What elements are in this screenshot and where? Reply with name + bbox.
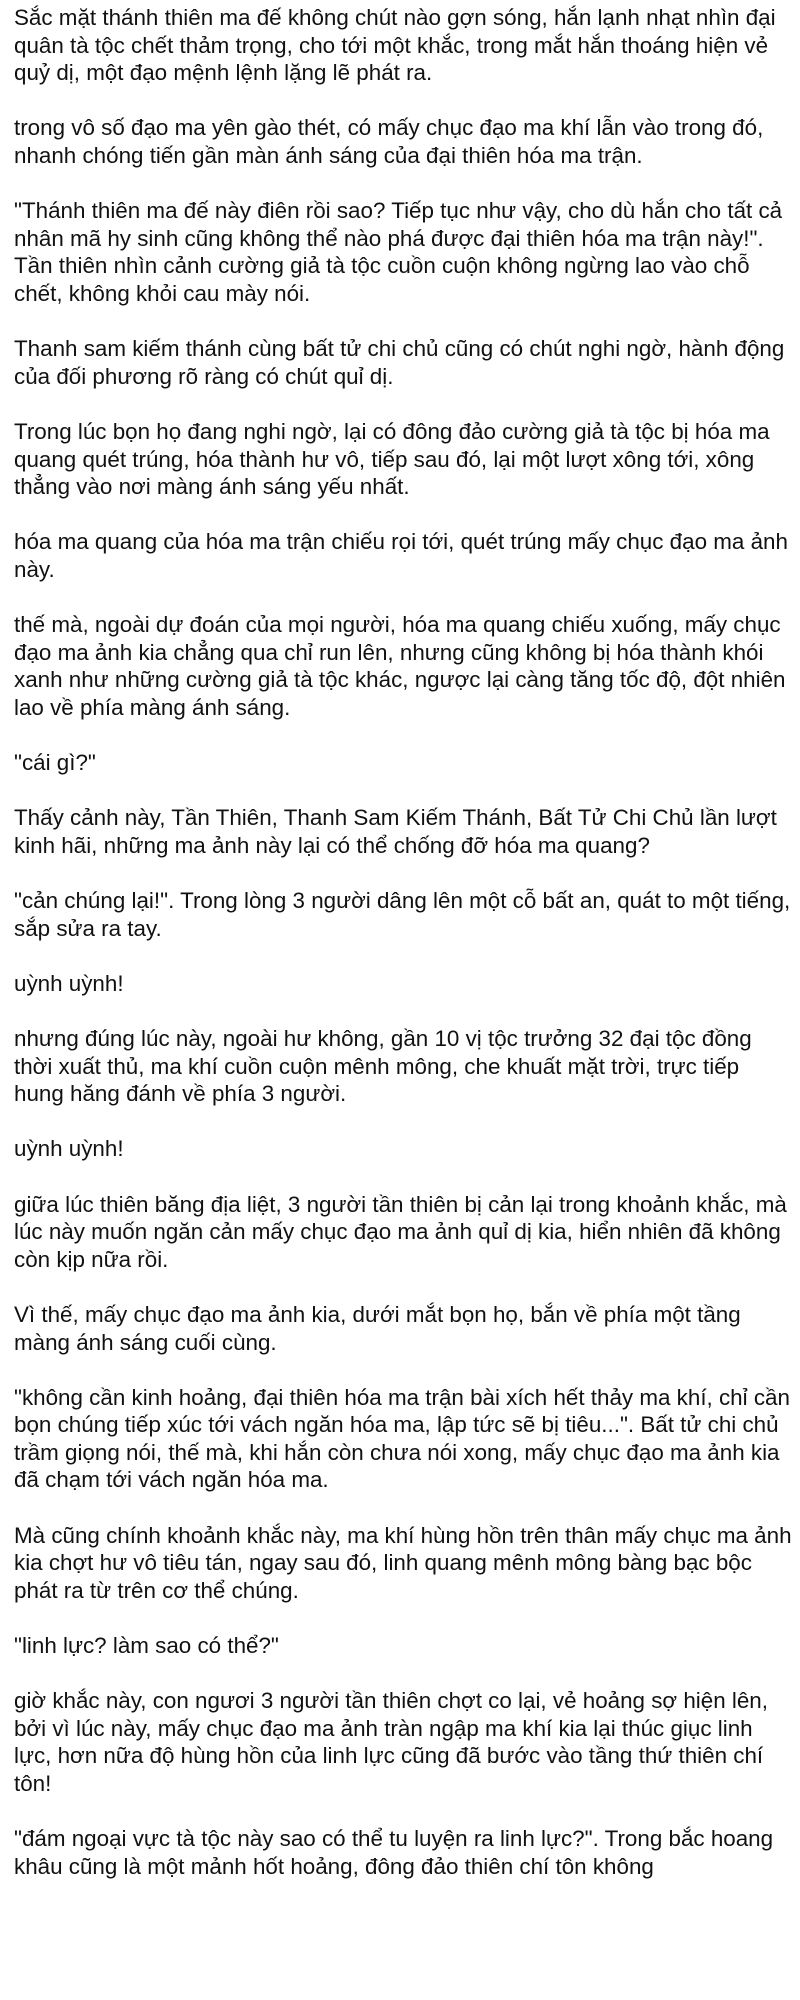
paragraph: hóa ma quang của hóa ma trận chiếu rọi tới, quét trúng mấy chục đạo ma ảnh này.: [14, 529, 788, 582]
paragraph: uỳnh uỳnh!: [14, 1136, 124, 1162]
paragraph: thế mà, ngoài dự đoán của mọi người, hóa ma quang chiếu xuống, mấy chục đạo ma ảnh kia chẳng qua chỉ run lên, nhưng cũng không bị hóa thành khói xanh như những cường giả tà tộc khác, ngược lại càng tăng tốc độ, đột nhiên lao về phía màng ánh sáng.: [14, 612, 786, 720]
paragraph: "đám ngoại vực tà tộc này sao có thể tu luyện ra linh lực?". Trong bắc hoang khâu cũng là một mảnh hốt hoảng, đông đảo thiên chí tôn không: [14, 1826, 774, 1879]
paragraph: Mà cũng chính khoảnh khắc này, ma khí hùng hồn trên thân mấy chục ma ảnh kia chợt hư vô tiêu tán, ngay sau đó, linh quang mênh mông bàng bạc bộc phát ra từ trên cơ thể chúng.: [14, 1522, 792, 1603]
paragraph: "cản chúng lại!". Trong lòng 3 người dâng lên một cỗ bất an, quát to một tiếng, sắp sửa ra tay.: [14, 888, 791, 941]
paragraph: "linh lực? làm sao có thể?": [14, 1633, 279, 1659]
paragraph: Sắc mặt thánh thiên ma đế không chút nào gợn sóng, hắn lạnh nhạt nhìn đại quân tà tộc chết thảm trọng, cho tới một khắc, trong mắt hắn thoáng hiện vẻ quỷ dị, một đạo mệnh lệnh lặng lẽ phát ra.: [14, 5, 776, 86]
paragraph: trong vô số đạo ma yên gào thét, có mấy chục đạo ma khí lẫn vào trong đó, nhanh chóng tiến gần màn ánh sáng của đại thiên hóa ma trận.: [14, 115, 764, 168]
paragraph: Thấy cảnh này, Tần Thiên, Thanh Sam Kiếm Thánh, Bất Tử Chi Chủ lần lượt kinh hãi, những ma ảnh này lại có thể chống đỡ hóa ma quang?: [14, 805, 777, 858]
paragraph: Trong lúc bọn họ đang nghi ngờ, lại có đông đảo cường giả tà tộc bị hóa ma quang quét trúng, hóa thành hư vô, tiếp sau đó, lại một lượt xông tới, xông thẳng vào nơi màng ánh sáng yếu nhất.: [14, 418, 770, 500]
paragraph: Vì thế, mấy chục đạo ma ảnh kia, dưới mắt bọn họ, bắn về phía một tầng màng ánh sáng cuối cùng.: [14, 1301, 741, 1355]
paragraph: "Thánh thiên ma đế này điên rồi sao? Tiếp tục như vậy, cho dù hắn cho tất cả nhân mã hy sinh cũng không thể nào phá được đại thiên hóa ma trận này!". Tần thiên nhìn cảnh cường giả tà tộc cuồn cuộn không ngừng lao vào chỗ chết, không khỏi cau mày nói.: [14, 198, 783, 306]
paragraph: Thanh sam kiếm thánh cùng bất tử chi chủ cũng có chút nghi ngờ, hành động của đối phương rõ ràng có chút quỉ dị.: [14, 336, 785, 389]
paragraph: nhưng đúng lúc này, ngoài hư không, gần 10 vị tộc trưởng 32 đại tộc đồng thời xuất thủ, ma khí cuồn cuộn mênh mông, che khuất mặt trời, trực tiếp hung hăng đánh về phía 3 người.: [14, 1025, 752, 1107]
paragraph: giờ khắc này, con ngươi 3 người tần thiên chợt co lại, vẻ hoảng sợ hiện lên, bởi vì lúc này, mấy chục đạo ma ảnh tràn ngập ma khí kia lại thúc giục linh lực, hơn nữa độ hùng hồn của linh lực cũng đã bước vào tầng thứ thiên chí tôn!: [14, 1688, 768, 1796]
paragraph: "cái gì?": [14, 750, 96, 776]
paragraph: giữa lúc thiên băng địa liệt, 3 người tần thiên bị cản lại trong khoảnh khắc, mà lúc này muốn ngăn cản mấy chục đạo ma ảnh quỉ dị kia, hiển nhiên đã không còn kịp nữa rồi.: [14, 1191, 787, 1272]
paragraph: "không cần kinh hoảng, đại thiên hóa ma trận bài xích hết thảy ma khí, chỉ cần bọn chúng tiếp xúc tới vách ngăn hóa ma, lập tức sẽ bị tiêu...". Bất tử chi chủ trầm giọng nói, thế mà, khi hắn còn chưa nói xong, mấy chục đạo ma ảnh kia đã chạm tới vách ngăn hóa ma.: [14, 1384, 790, 1493]
text-document: [14, 4, 792, 1908]
paragraph: uỳnh uỳnh!: [14, 970, 124, 996]
